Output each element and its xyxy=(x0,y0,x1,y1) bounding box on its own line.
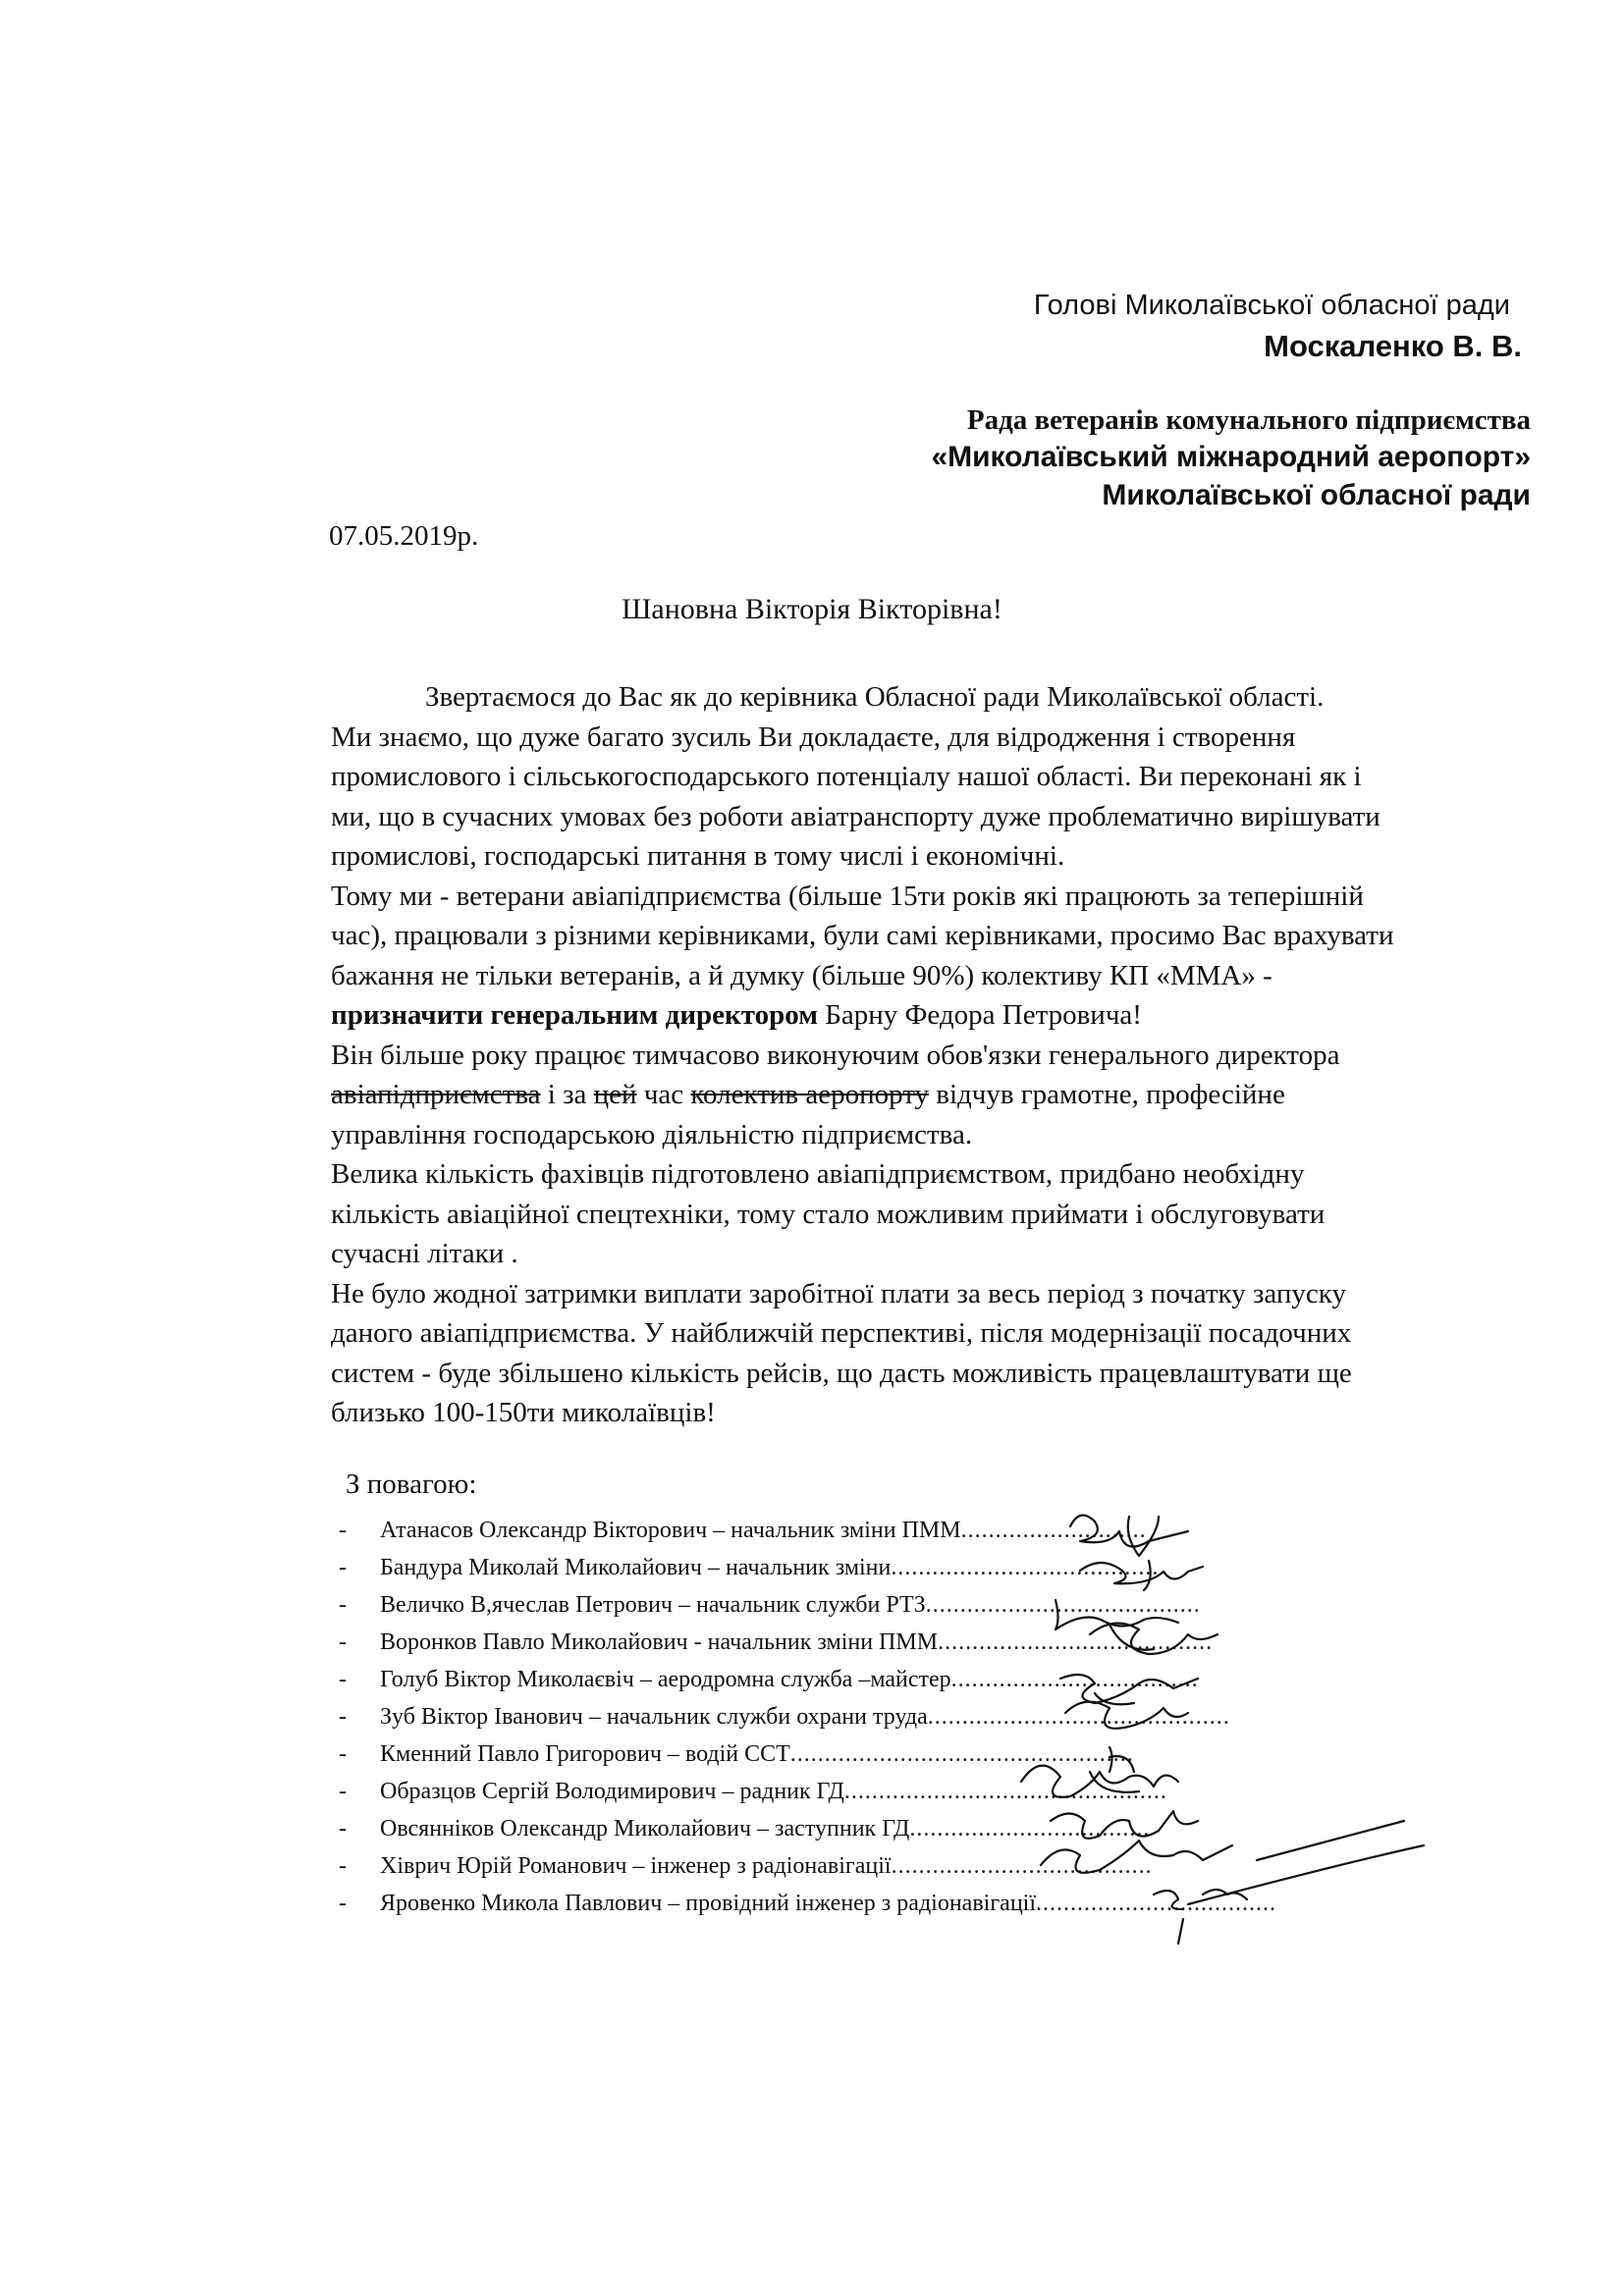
signature-dots: ....................................... xyxy=(891,1555,1160,1580)
signatory-row: - Атанасов Олександр Вікторович – начальник зміни ПММ ........................... xyxy=(339,1512,1438,1549)
signatory-name: Образцов Сергій Володимирович – радник ГД xyxy=(380,1779,844,1804)
signatory-name: Голуб Віктор Миколаєвіч – аеродромна служба –майстер xyxy=(380,1667,951,1692)
body-line: сучасні літаки . xyxy=(331,1238,518,1269)
signatory-name: Хіврич Юрій Романович – інженер з радіонавігації xyxy=(380,1853,892,1879)
signatory-row: - Величко В,ячеслав Петрович – начальник служби РТЗ ........................................ xyxy=(339,1586,1438,1624)
signatory-row: - Яровенко Микола Павлович – провідний інженер з радіонавігації ................................... xyxy=(339,1885,1438,1922)
closing: З повагою: xyxy=(346,1468,477,1500)
signatory-row: - Голуб Віктор Миколаєвіч – аеродромна служба –майстер .................................... xyxy=(339,1661,1438,1698)
signatory-row: - Кменний Павло Григорович – водій ССТ .................................................. xyxy=(339,1735,1438,1773)
body-line: систем - буде збільшено кількість рейсів, що дасть можливість працевлаштувати ще xyxy=(331,1357,1352,1389)
signatory-name: Воронков Павло Миколайович - начальник зміни ПММ xyxy=(380,1629,939,1655)
body-line: Він більше року працює тимчасово виконуючим обов'язки генерального директора xyxy=(331,1039,1340,1071)
body-line: промислові, господарські питання в тому числі і економічні. xyxy=(331,840,1065,872)
body-line: промислового і сільськогосподарського потенціалу нашої області. Ви переконані як і xyxy=(331,761,1362,792)
body-line: ми, що в сучасних умовах без роботи авіатранспорту дуже проблематично вирішувати xyxy=(331,800,1380,832)
body-line: кількість авіаційної спецтехніки, тому стало можливим приймати і обслуговувати xyxy=(331,1198,1326,1230)
signatory-name: Величко В,ячеслав Петрович – начальник служби РТЗ xyxy=(380,1592,926,1618)
signatory-row: - Овсянніков Олександр Миколайович – заступник ГД ................................... xyxy=(339,1810,1438,1847)
sender-line-1: Рада ветеранів комунального підприємства xyxy=(966,404,1531,436)
body-line: Велика кількість фахівців підготовлено авіапідприємством, придбано необхідну xyxy=(331,1158,1305,1190)
body-line: даного авіапідприємства. У найближчій перспективі, після модернізації посадочних xyxy=(331,1317,1352,1349)
struck-text: колектив аеропорту xyxy=(690,1079,929,1110)
letter-body xyxy=(331,677,1470,1433)
signatory-name: Овсянніков Олександр Миколайович – заступник ГД xyxy=(380,1816,910,1842)
body-line: час), працювали з різними керівниками, були самі керівниками, просимо Вас врахувати xyxy=(331,920,1394,951)
body-line: близько 100-150ти миколаївців! xyxy=(331,1397,716,1428)
signature-dots: ........................... xyxy=(960,1518,1147,1543)
greeting: Шановна Вікторія Вікторівна! xyxy=(622,593,1002,625)
signatory-name: Яровенко Микола Павлович – провідний інженер з радіонавігації xyxy=(380,1891,1036,1916)
struck-text: цей xyxy=(593,1079,637,1110)
signature-dots: ........................................ xyxy=(938,1629,1214,1655)
body-text-span: відчув грамотне, професійне xyxy=(929,1079,1285,1110)
body-line: Тому ми - ветерани авіапідприємства (більше 15ти років які працюють за теперішній xyxy=(331,880,1364,912)
body-text-span: час xyxy=(636,1079,691,1110)
signatory-name: Атанасов Олександр Вікторович – начальник зміни ПММ xyxy=(380,1518,961,1543)
signature-dots: ...................................... xyxy=(891,1853,1153,1879)
addressee-name: Москаленко В. В. xyxy=(1264,329,1522,363)
signature-mark xyxy=(1178,1919,1183,1944)
signatory-row: - Хіврич Юрій Романович – інженер з радіонавігації ...................................... xyxy=(339,1847,1438,1885)
signatory-name: Бандура Миколай Миколайович – начальник зміни xyxy=(380,1555,892,1580)
body-line xyxy=(331,1075,1470,1115)
struck-text: авіапідприємства xyxy=(331,1079,541,1110)
signature-dots: .................................................. xyxy=(789,1741,1134,1767)
signatory-row: - Воронков Павло Миколайович - начальник зміни ПММ ........................................ xyxy=(339,1624,1438,1661)
body-text-span: і за xyxy=(540,1079,594,1110)
signature-dots: ................................... xyxy=(909,1816,1151,1842)
signature-dots: ................................... xyxy=(1036,1891,1276,1916)
body-line xyxy=(331,995,1470,1036)
sender-line-3: Миколаївської обласної ради xyxy=(1102,479,1531,511)
signatory-list xyxy=(339,1512,1438,1922)
body-line: управління господарською діяльністю підприємства. xyxy=(331,1118,973,1150)
signature-dots: ............................................... xyxy=(843,1779,1167,1804)
signature-dots: ........................................ xyxy=(925,1592,1201,1618)
letter-date: 07.05.2019р. xyxy=(329,520,479,552)
signature-dots: ............................................ xyxy=(927,1704,1230,1730)
addressee-line-1: Голові Миколаївської обласної ради xyxy=(1033,290,1510,321)
body-line: Ми знаємо, що дуже багато зусиль Ви докладаєте, для відродження і створення xyxy=(331,721,1296,753)
body-line: Звертаємося до Вас як до керівника Обласної ради Миколаївської області. xyxy=(425,681,1325,713)
signatory-name: Кменний Павло Григорович – водій ССТ xyxy=(380,1741,790,1767)
signature-dots: .................................... xyxy=(950,1667,1199,1692)
body-line: Не було жодної затримки виплати заробітної плати за весь період з початку запуску xyxy=(331,1277,1346,1309)
body-line: бажання не тільки ветеранів, а й думку (більше 90%) колективу КП «ММА» - xyxy=(331,959,1272,991)
signatory-row: - Бандура Миколай Миколайович – начальник зміни ....................................... xyxy=(339,1549,1438,1586)
body-emphasis: призначити генеральним директором xyxy=(331,999,818,1031)
sender-line-2: «Миколаївський міжнародний аеропорт» xyxy=(931,441,1531,473)
signatory-row: - Образцов Сергій Володимирович – радник ГД ............................................... xyxy=(339,1773,1438,1810)
body-text-span: Барну Федора Петровича! xyxy=(817,999,1142,1031)
signatory-name: Зуб Віктор Іванович – начальник служби охрани труда xyxy=(380,1704,928,1730)
signatory-row: - Зуб Віктор Іванович – начальник служби охрани труда ............................................ xyxy=(339,1698,1438,1735)
